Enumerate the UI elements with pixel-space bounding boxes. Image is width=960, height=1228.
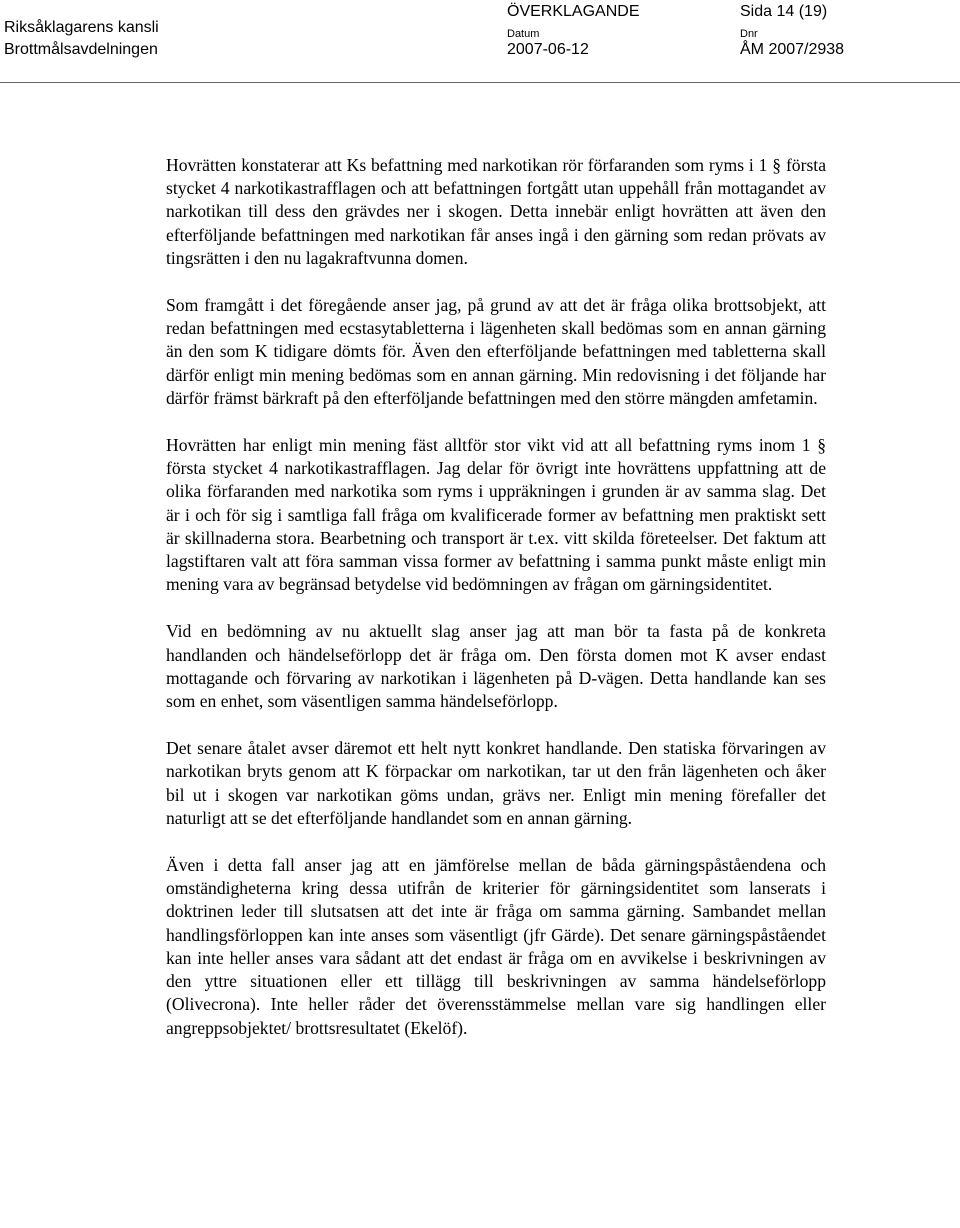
paragraph-5: Det senare åtalet avser däremot ett helt nytt konkret handlande. Den statiska förvaringen av narkotikan bryts genom att K förpackar om narkotikan, tar ut den från lägenheten och åker bil ut i skogen var narkotikan göms undan, grävs ner. Enligt min mening förefaller det naturligt att se det efterföljande handlandet som en annan gärning. <box>166 738 826 828</box>
paragraph-1: Hovrätten konstaterar att Ks befattning med narkotikan rör förfaranden som ryms i 1 § första stycket 4 narkotikastrafflagen och att befattningen fortgått utan uppehåll från mottagandet av narkotikan till dess den grävdes ner i skogen. Detta innebär enligt hovrätten att även den efterföljande befattningen med narkotikan får anses ingå i den gärning som redan prövats av tingsrätten i den nu lagakraftvunna domen. <box>166 155 826 268</box>
header-ref: ÅM 2007/2938 <box>740 41 845 58</box>
document-body <box>166 154 826 1064</box>
header-page-number: Sida 14 (19) <box>740 3 828 20</box>
header-date-label: Datum <box>507 28 540 40</box>
header-department: Brottmålsavdelningen <box>4 41 158 58</box>
header-divider <box>0 82 960 83</box>
header-doc-type: ÖVERKLAGANDE <box>507 3 640 20</box>
header-ref-label: Dnr <box>740 28 758 40</box>
header-org: Riksåklagarens kansli <box>4 19 159 36</box>
paragraph-2: Som framgått i det föregående anser jag, på grund av att det är fråga olika brottsobjekt, att redan befattningen med ecstasytabletterna i lägenheten skall bedömas som en annan gärning än den som K tidigare dömts för. Även den efterföljande befattningen med tabletterna skall därför enligt min mening bedömas som en annan gärning. Min redovisning i det följande har därför främst bärkraft på den efterföljande befattningen med den större mängden amfetamin. <box>166 295 826 408</box>
paragraph-6: Även i detta fall anser jag att en jämförelse mellan de båda gärningspåståendena och omständigheterna kring dessa utifrån de kriterier för gärningsidentitet som lanserats i doktrinen leder till slutsatsen att det inte är fråga om samma gärning. Sambandet mellan handlingsförloppen kan inte anses som väsentligt (jfr Gärde). Det senare gärningspåståendet kan inte heller anses vara sådant att det endast är fråga om en avvikelse i beskrivningen av den yttre situationen eller ett tillägg till beskrivningen av samma händelseförlopp (Olivecrona). Inte heller råder det överensstämmelse mellan vare sig handlingen eller angreppsobjektet/ brottsresultatet (Ekelöf). <box>166 855 826 1038</box>
paragraph-3: Hovrätten har enligt min mening fäst alltför stor vikt vid att all befattning ryms inom 1 § första stycket 4 narkotikastrafflagen. Jag delar för övrigt inte hovrättens uppfattning att de olika förfaranden med narkotika som ryms i uppräkningen i grunden är av samma slag. Det är i och för sig i samtliga fall fråga om kvalificerade former av befattning men praktiskt sett är skillnaderna stora. Bearbetning och transport är t.ex. vitt skilda företeelser. Det faktum att lagstiftaren valt att föra samman vissa former av befattning i samma punkt måste enligt min mening vara av begränsad betydelse vid bedömningen av frågan om gärningsidentitet. <box>166 435 826 595</box>
paragraph-4: Vid en bedömning av nu aktuellt slag anser jag att man bör ta fasta på de konkreta handlanden och händelseförlopp det är fråga om. Den första domen mot K avser endast mottagande och förvaring av narkotikan i lägenheten på D-vägen. Detta handlande kan ses som en enhet, som väsentligen samma händelseförlopp. <box>166 621 826 712</box>
header-date: 2007-06-12 <box>507 41 589 58</box>
